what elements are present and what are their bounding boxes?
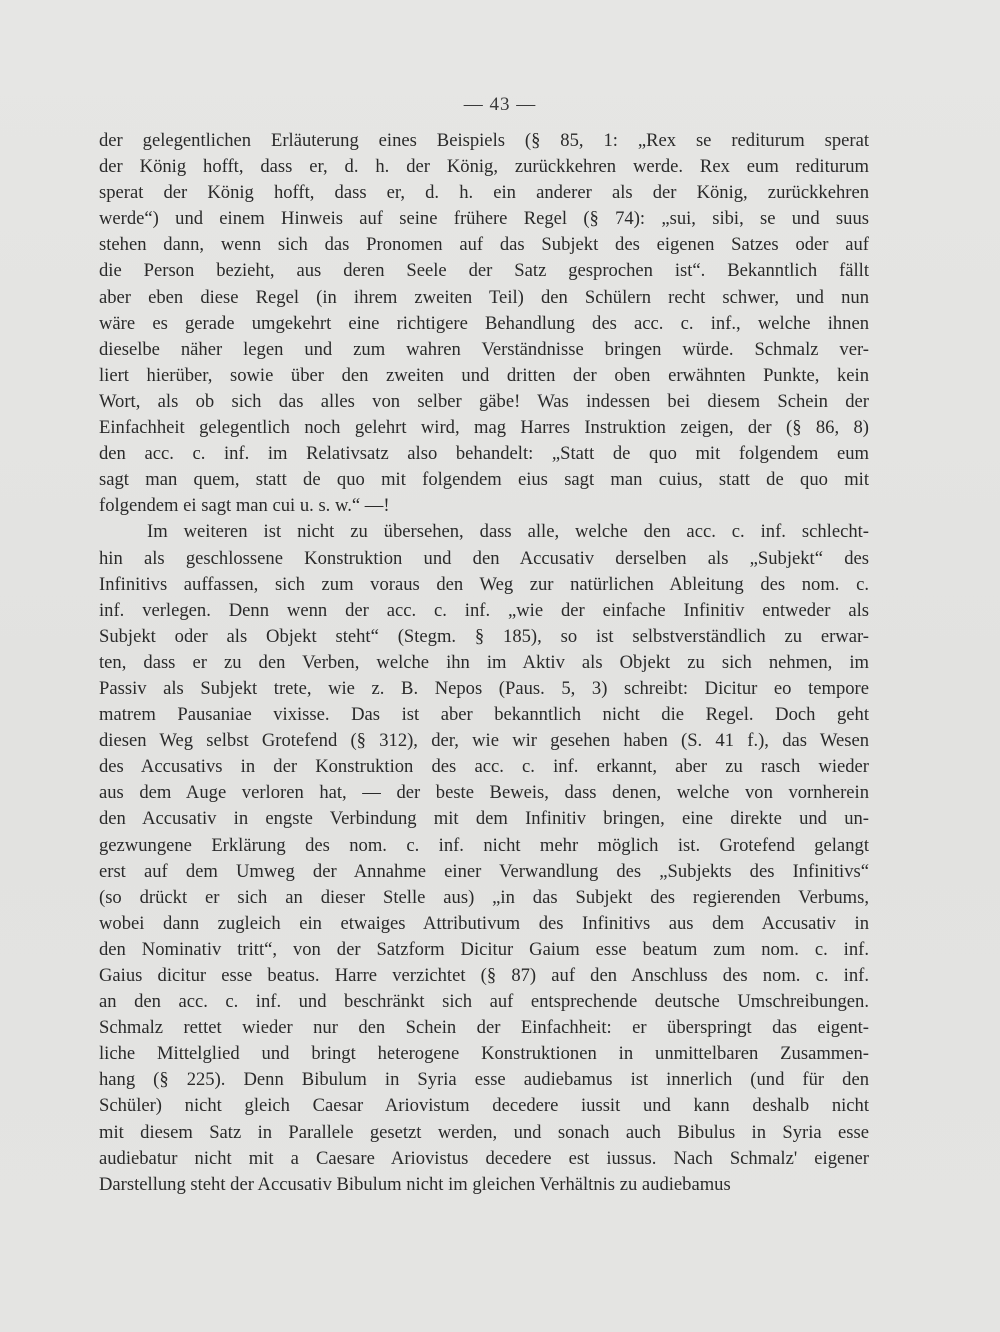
text-line: Einfachheit gelegentlich noch gelehrt wird, mag Harres Instruktion zeigen, der (§ 86, 8) <box>99 417 869 439</box>
text-line: den acc. c. inf. im Relativsatz also behandelt: „Statt de quo mit folgendem eum <box>99 443 869 465</box>
text-line: aus dem Auge verloren hat, — der beste Beweis, dass denen, welche von vornherein <box>99 782 869 804</box>
text-line: wobei dann zugleich ein etwaiges Attributivum des Infinitivs aus dem Accusativ in <box>99 912 869 934</box>
text-line: Wort, als ob sich das alles von selber gäbe! Was indessen bei diesem Schein der <box>99 390 869 412</box>
text-line: aber eben diese Regel (in ihrem zweiten Teil) den Schülern recht schwer, und nun <box>99 286 869 308</box>
text-line: Subjekt oder als Objekt steht“ (Stegm. § 185), so ist selbstverständlich zu erwar- <box>99 625 869 647</box>
text-line: Im weiteren ist nicht zu übersehen, dass alle, welche den acc. c. inf. schlecht- <box>147 521 869 543</box>
text-line: sperat der König hofft, dass er, d. h. ein anderer als der König, zurückkehren <box>99 182 869 204</box>
text-line: den Accusativ in engste Verbindung mit dem Infinitiv bringen, eine direkte und un- <box>99 808 869 830</box>
text-line: Schüler) nicht gleich Caesar Ariovistum decedere iussit und kann deshalb nicht <box>99 1095 869 1117</box>
text-line: folgendem ei sagt man cui u. s. w.“ —! <box>99 495 390 517</box>
text-line: des Accusativs in der Konstruktion des acc. c. inf. erkannt, aber zu rasch wieder <box>99 756 869 778</box>
text-line: sagt man quem, statt de quo mit folgendem eius sagt man cuius, statt de quo mit <box>99 469 869 491</box>
text-line: Schmalz rettet wieder nur den Schein der Einfachheit: er überspringt das eigent- <box>99 1017 869 1039</box>
text-line: ten, dass er zu den Verben, welche ihn im Aktiv als Objekt zu sich nehmen, im <box>99 651 869 673</box>
text-line: der gelegentlichen Erläuterung eines Beispiels (§ 85, 1: „Rex se rediturum sperat <box>99 130 869 151</box>
text-line: diesen Weg selbst Grotefend (§ 312), der, wie wir gesehen haben (S. 41 f.), das Wesen <box>99 730 869 752</box>
text-line: matrem Pausaniae vixisse. Das ist aber bekanntlich nicht die Regel. Doch geht <box>99 704 869 726</box>
text-line: gezwungene Erklärung des nom. c. inf. nicht mehr möglich ist. Grotefend gelangt <box>99 834 869 856</box>
text-line: Gaius dicitur esse beatus. Harre verzichtet (§ 87) auf den Anschluss des nom. c. inf. <box>99 965 869 986</box>
text-line: (so drückt er sich an dieser Stelle aus) „in das Subjekt des regierenden Verbums, <box>99 886 869 908</box>
body-text <box>99 128 869 1198</box>
text-line: liert hierüber, sowie über den zweiten und dritten der oben erwähnten Punkte, kein <box>99 364 869 386</box>
text-line: liche Mittelglied und bringt heterogene Konstruktionen in unmittelbaren Zusammen- <box>99 1043 869 1065</box>
text-line: hin als geschlossene Konstruktion und den Accusativ derselben als „Subjekt“ des <box>99 547 869 569</box>
text-line: die Person bezieht, aus deren Seele der Satz gesprochen ist“. Bekanntlich fällt <box>99 260 869 282</box>
text-line: der König hofft, dass er, d. h. der König, zurückkehren werde. Rex eum rediturum <box>99 156 869 178</box>
page-number: — 43 — <box>463 94 537 115</box>
text-line: dieselbe näher legen und zum wahren Verständnisse bringen würde. Schmalz ver- <box>99 338 869 360</box>
text-line: Infinitivs auffassen, sich zum voraus den Weg zur natürlichen Ableitung des nom. c. <box>99 573 869 595</box>
text-line: erst auf dem Umweg der Annahme einer Verwandlung des „Subjekts des Infinitivs“ <box>99 860 869 882</box>
text-line: Darstellung steht der Accusativ Bibulum nicht im gleichen Verhältnis zu audiebamus <box>99 1173 731 1195</box>
text-line: werde“) und einem Hinweis auf seine frühere Regel (§ 74): „sui, sibi, se und suus <box>99 208 869 230</box>
text-line: Passiv als Subjekt trete, wie z. B. Nepos (Paus. 5, 3) schreibt: Dicitur eo tempore <box>99 677 869 699</box>
text-line: inf. verlegen. Denn wenn der acc. c. inf. „wie der einfache Infinitiv entweder als <box>99 599 869 621</box>
text-line: wäre es gerade umgekehrt eine richtigere Behandlung des acc. c. inf., welche ihnen <box>99 312 869 334</box>
text-line: den Nominativ tritt“, von der Satzform Dicitur Gaium esse beatum zum nom. c. inf. <box>99 938 869 960</box>
text-line: audiebatur nicht mit a Caesare Ariovistus decedere est iussus. Nach Schmalz' eigener <box>99 1147 869 1169</box>
text-line: stehen dann, wenn sich das Pronomen auf das Subjekt des eigenen Satzes oder auf <box>99 234 869 256</box>
text-line: an den acc. c. inf. und beschränkt sich auf entsprechende deutsche Umschreibungen. <box>99 991 869 1013</box>
text-line: mit diesem Satz in Parallele gesetzt werden, und sonach auch Bibulus in Syria esse <box>99 1121 869 1143</box>
text-line: hang (§ 225). Denn Bibulum in Syria esse audiebamus ist innerlich (und für den <box>99 1069 869 1091</box>
